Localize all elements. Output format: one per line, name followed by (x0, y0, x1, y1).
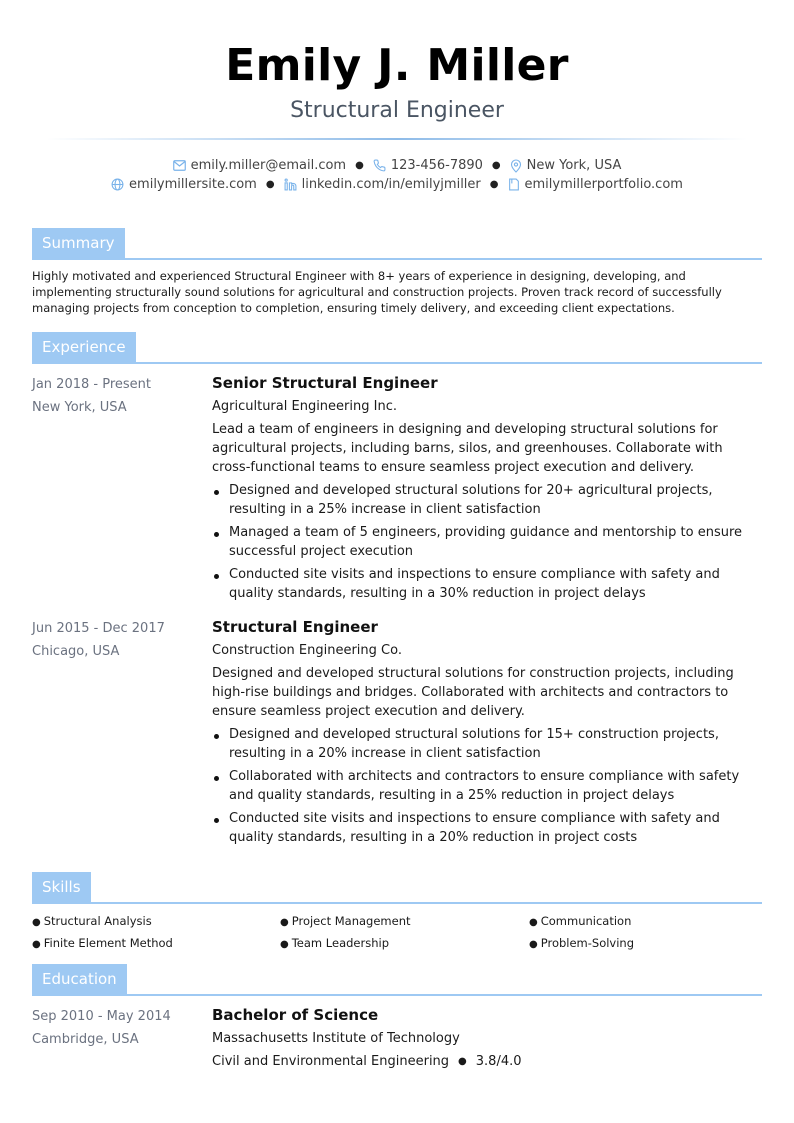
entry-bullets (212, 725, 762, 847)
section-heading (32, 228, 762, 260)
linkedin-icon (284, 178, 297, 191)
phone-icon (373, 159, 386, 172)
location-pin-icon (510, 159, 522, 173)
field-of-study: Civil and Environmental Engineering (212, 1054, 450, 1069)
contact-phone[interactable] (373, 156, 483, 175)
entry-dates: Jun 2015 - Dec 2017 (32, 621, 165, 636)
experience-entry (32, 373, 762, 607)
field-and-gpa (212, 1052, 762, 1071)
skills-heading: Skills (32, 872, 91, 904)
separator-dot: ● (489, 179, 499, 190)
entry-location: Cambridge, USA (32, 1032, 139, 1047)
list-item: Conducted site visits and inspections to ensure compliance with safety and quality standards, resulting in a 30% reduction in project delays (212, 565, 762, 603)
contact-email[interactable] (173, 156, 346, 175)
section-rule (32, 994, 762, 996)
section-rule (32, 902, 762, 904)
school: Massachusetts Institute of Technology (212, 1031, 460, 1046)
section-heading (32, 872, 762, 904)
portfolio-icon (508, 178, 520, 191)
entry-details (212, 617, 762, 851)
separator-dot: ● (355, 160, 364, 171)
skill-item: ● Team Leadership (280, 936, 389, 950)
education-entry (32, 1005, 762, 1071)
resume-header (0, 0, 794, 194)
separator-dot: ● (491, 160, 501, 171)
entry-company: Construction Engineering Co. (212, 643, 402, 658)
entry-role: Senior Structural Engineer (212, 374, 438, 392)
experience-entry (32, 617, 762, 851)
entry-meta (32, 373, 212, 607)
section-rule (32, 362, 762, 364)
degree: Bachelor of Science (212, 1006, 379, 1024)
header-divider (47, 138, 747, 140)
entry-dates: Sep 2010 - May 2014 (32, 1009, 171, 1024)
list-item: Conducted site visits and inspections to ensure compliance with safety and quality standards, resulting in a 20% reduction in project costs (212, 809, 762, 847)
entry-details (212, 1005, 762, 1071)
list-item: Collaborated with architects and contractors to ensure compliance with safety and quality standards, resulting in a 25% reduction in project delays (212, 767, 762, 805)
skill-item: ● Project Management (280, 914, 411, 928)
contact-row-2 (0, 175, 794, 194)
entry-bullets (212, 481, 762, 603)
skill-item: ● Problem-Solving (529, 936, 635, 950)
summary-heading: Summary (32, 228, 125, 260)
contact-linkedin[interactable] (284, 175, 481, 194)
summary-text: Highly motivated and experienced Structural Engineer with 8+ years of experience in designing, developing, and implementing structurally sound solutions for agricultural and construction projects. Proven track record of successfully managing projects from conception to completion, ensuring timely delivery, and exceeding client expectations. (32, 269, 722, 315)
separator-dot: ● (458, 1056, 467, 1067)
entry-location: New York, USA (32, 400, 127, 415)
skill-item: ● Finite Element Method (32, 936, 173, 950)
list-item: Designed and developed structural solutions for 20+ agricultural projects, resulting in a 25% increase in client satisfaction (212, 481, 762, 519)
skills-section (32, 872, 762, 954)
location-text: New York, USA (526, 158, 622, 173)
contact-location (510, 156, 622, 175)
entry-details (212, 373, 762, 607)
entry-company: Agricultural Engineering Inc. (212, 399, 397, 414)
entry-meta (32, 617, 212, 851)
contact-portfolio[interactable] (508, 175, 683, 194)
linkedin-text: linkedin.com/in/emilyjmiller (301, 177, 481, 192)
website-text: emilymillersite.com (129, 177, 257, 192)
section-heading (32, 964, 762, 996)
skill-item: ● Structural Analysis (32, 914, 152, 928)
section-rule (32, 258, 762, 260)
experience-heading: Experience (32, 332, 136, 364)
entry-dates: Jan 2018 - Present (32, 377, 151, 392)
contact-row-1 (0, 156, 794, 175)
globe-icon (111, 178, 124, 191)
entry-description: Lead a team of engineers in designing and developing structural solutions for agricultural projects, including barns, silos, and greenhouses. Collaborate with cross-functional teams to ensure seamless project execution and delivery. (212, 422, 723, 475)
mail-icon (173, 160, 186, 171)
education-section (32, 964, 762, 1071)
summary-section (32, 228, 762, 316)
entry-meta (32, 1005, 212, 1071)
contact-website[interactable] (111, 175, 257, 194)
entry-role: Structural Engineer (212, 618, 378, 636)
list-item: Managed a team of 5 engineers, providing guidance and mentorship to ensure successful project execution (212, 523, 762, 561)
section-heading (32, 332, 762, 364)
separator-dot: ● (265, 179, 275, 190)
portfolio-text: emilymillerportfolio.com (524, 177, 683, 192)
email-text: emily.miller@email.com (190, 158, 347, 173)
skill-item: ● Communication (529, 914, 632, 928)
gpa: 3.8/4.0 (475, 1054, 522, 1069)
entry-location: Chicago, USA (32, 644, 120, 659)
education-heading: Education (32, 964, 127, 996)
skills-grid (32, 912, 762, 954)
experience-section (32, 332, 762, 851)
list-item: Designed and developed structural solutions for 15+ construction projects, resulting in a 20% increase in client satisfaction (212, 725, 762, 763)
candidate-name: Emily J. Miller (225, 40, 569, 91)
phone-text: 123-456-7890 (390, 158, 483, 173)
job-title: Structural Engineer (290, 98, 504, 123)
entry-description: Designed and developed structural solutions for construction projects, including high-rise buildings and bridges. Collaborated with architects and contractors to ensure seamless project execution and delivery. (212, 666, 734, 719)
